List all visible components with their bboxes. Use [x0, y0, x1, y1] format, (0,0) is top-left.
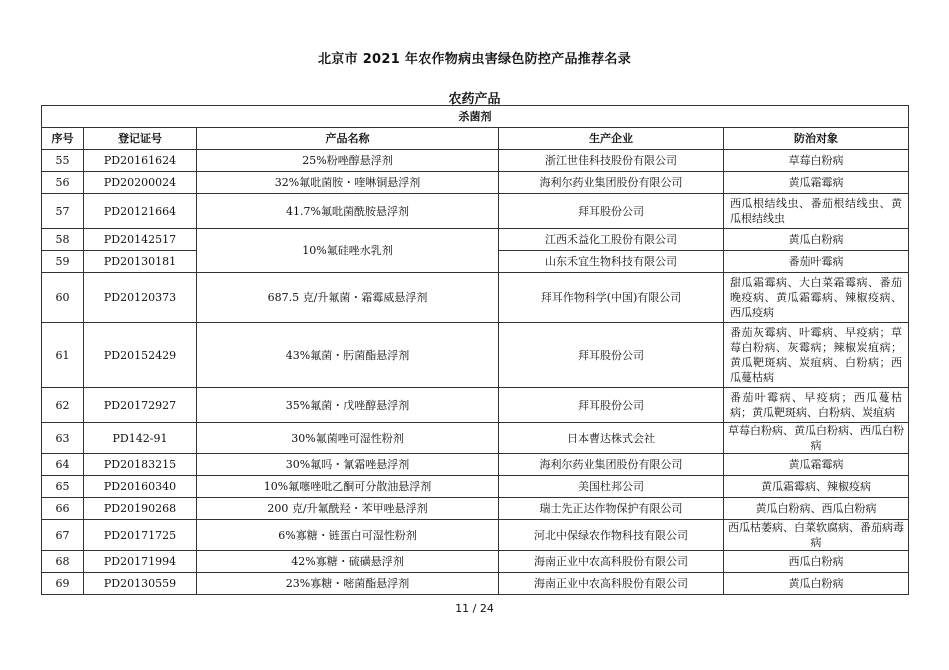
page-total: 24: [479, 602, 494, 615]
cell-target: 甜瓜霜霉病、大白菜霜霉病、番茄晚疫病、黄瓜霜霉病、辣椒疫病、西瓜疫病: [724, 273, 909, 323]
table-row: [42, 229, 909, 251]
cell-product: 200 克/升氟酰羟・苯甲唑悬浮剂: [197, 498, 499, 520]
cell-target: 黄瓜白粉病: [724, 573, 909, 595]
cell-company: 瑞士先正达作物保护有限公司: [499, 498, 724, 520]
cell-registration: PD20200024: [84, 172, 197, 194]
cell-company: 拜耳股份公司: [499, 323, 724, 388]
page-number: [0, 602, 949, 615]
cell-product: 35%氟菌・戊唑醇悬浮剂: [197, 388, 499, 423]
cell-product: 10%氟硅唑水乳剂: [197, 229, 499, 273]
cell-seq: 56: [42, 172, 84, 194]
cell-seq: 55: [42, 150, 84, 172]
cell-seq: 62: [42, 388, 84, 423]
cell-seq: 60: [42, 273, 84, 323]
cell-registration: PD142-91: [84, 423, 197, 454]
table-row: [42, 423, 909, 454]
cell-registration: PD20142517: [84, 229, 197, 251]
table-row: [42, 520, 909, 551]
section-title: 农药产品: [448, 92, 501, 107]
table-row: [42, 194, 909, 229]
cell-company: 海利尔药业集团股份有限公司: [499, 454, 724, 476]
cell-target: 黄瓜白粉病、西瓜白粉病: [724, 498, 909, 520]
cell-product: 42%寡糖・硫磺悬浮剂: [197, 551, 499, 573]
table-row: [42, 476, 909, 498]
cell-registration: PD20120373: [84, 273, 197, 323]
cell-seq: 61: [42, 323, 84, 388]
category-label: 杀菌剂: [42, 106, 909, 128]
table-row: [42, 573, 909, 595]
cell-target: 黄瓜霜霉病、辣椒疫病: [724, 476, 909, 498]
cell-registration: PD20161624: [84, 150, 197, 172]
cell-product: 6%寡糖・链蛋白可湿性粉剂: [197, 520, 499, 551]
cell-seq: 59: [42, 251, 84, 273]
cell-seq: 57: [42, 194, 84, 229]
table-header-row: [42, 128, 909, 150]
cell-product: 687.5 克/升氟菌・霜霉威悬浮剂: [197, 273, 499, 323]
cell-target: 西瓜枯萎病、白菜软腐病、番茄病毒病: [724, 520, 909, 551]
cell-company: 拜耳股份公司: [499, 194, 724, 229]
cell-company: 浙江世佳科技股份有限公司: [499, 150, 724, 172]
cell-seq: 66: [42, 498, 84, 520]
cell-company: 美国杜邦公司: [499, 476, 724, 498]
cell-target: 番茄叶霉病: [724, 251, 909, 273]
cell-company: 山东禾宜生物科技有限公司: [499, 251, 724, 273]
table-row: [42, 551, 909, 573]
cell-seq: 64: [42, 454, 84, 476]
product-table: [41, 105, 909, 595]
cell-registration: PD20130559: [84, 573, 197, 595]
cell-registration: PD20152429: [84, 323, 197, 388]
cell-registration: PD20171994: [84, 551, 197, 573]
cell-company: 江西禾益化工股份有限公司: [499, 229, 724, 251]
cell-company: 拜耳股份公司: [499, 388, 724, 423]
cell-target: 西瓜白粉病: [724, 551, 909, 573]
table-row: [42, 150, 909, 172]
cell-product: 10%氟噻唑吡乙酮可分散油悬浮剂: [197, 476, 499, 498]
cell-product: 41.7%氟吡菌酰胺悬浮剂: [197, 194, 499, 229]
cell-seq: 65: [42, 476, 84, 498]
table-row: [42, 498, 909, 520]
table-row: [42, 388, 909, 423]
page-current: 11: [455, 602, 470, 615]
header-company: 生产企业: [499, 128, 724, 150]
cell-target: 黄瓜霜霉病: [724, 172, 909, 194]
table-row: [42, 273, 909, 323]
cell-product: 32%氟吡菌胺・喹啉铜悬浮剂: [197, 172, 499, 194]
cell-seq: 67: [42, 520, 84, 551]
header-product: 产品名称: [197, 128, 499, 150]
header-target: 防治对象: [724, 128, 909, 150]
cell-target: 草莓白粉病、黄瓜白粉病、西瓜白粉病: [724, 423, 909, 454]
cell-seq: 68: [42, 551, 84, 573]
cell-company: 河北中保绿农作物科技有限公司: [499, 520, 724, 551]
cell-seq: 58: [42, 229, 84, 251]
cell-company: 海南正业中农高科股份有限公司: [499, 573, 724, 595]
cell-registration: PD20183215: [84, 454, 197, 476]
cell-company: 海利尔药业集团股份有限公司: [499, 172, 724, 194]
table-row: [42, 454, 909, 476]
cell-product: 30%氟菌唑可湿性粉剂: [197, 423, 499, 454]
page-separator: /: [472, 602, 477, 615]
cell-product: 23%寡糖・嘧菌酯悬浮剂: [197, 573, 499, 595]
cell-company: 日本曹达株式会社: [499, 423, 724, 454]
cell-target: 黄瓜白粉病: [724, 229, 909, 251]
cell-registration: PD20121664: [84, 194, 197, 229]
table-row: [42, 172, 909, 194]
cell-registration: PD20171725: [84, 520, 197, 551]
table-row: [42, 323, 909, 388]
cell-seq: 69: [42, 573, 84, 595]
cell-product: 25%粉唑醇悬浮剂: [197, 150, 499, 172]
cell-registration: PD20172927: [84, 388, 197, 423]
header-registration: 登记证号: [84, 128, 197, 150]
document-title: 北京市 2021 年农作物病虫害绿色防控产品推荐名录: [317, 52, 632, 67]
cell-target: 黄瓜霜霉病: [724, 454, 909, 476]
cell-seq: 63: [42, 423, 84, 454]
cell-company: 海南正业中农高科股份有限公司: [499, 551, 724, 573]
category-row: [42, 106, 909, 128]
cell-product: 43%氟菌・肟菌酯悬浮剂: [197, 323, 499, 388]
cell-target: 番茄叶霉病、早疫病；西瓜蔓枯病；黄瓜靶斑病、白粉病、炭疽病: [724, 388, 909, 423]
cell-company: 拜耳作物科学(中国)有限公司: [499, 273, 724, 323]
cell-registration: PD20130181: [84, 251, 197, 273]
cell-product: 30%氟吗・氰霜唑悬浮剂: [197, 454, 499, 476]
cell-registration: PD20160340: [84, 476, 197, 498]
header-seq: 序号: [42, 128, 84, 150]
cell-target: 西瓜根结线虫、番茄根结线虫、黄瓜根结线虫: [724, 194, 909, 229]
cell-target: 番茄灰霉病、叶霉病、早疫病；草莓白粉病、灰霉病；辣椒炭疽病；黄瓜靶斑病、炭疽病、白粉病；西瓜蔓枯病: [724, 323, 909, 388]
cell-registration: PD20190268: [84, 498, 197, 520]
cell-target: 草莓白粉病: [724, 150, 909, 172]
